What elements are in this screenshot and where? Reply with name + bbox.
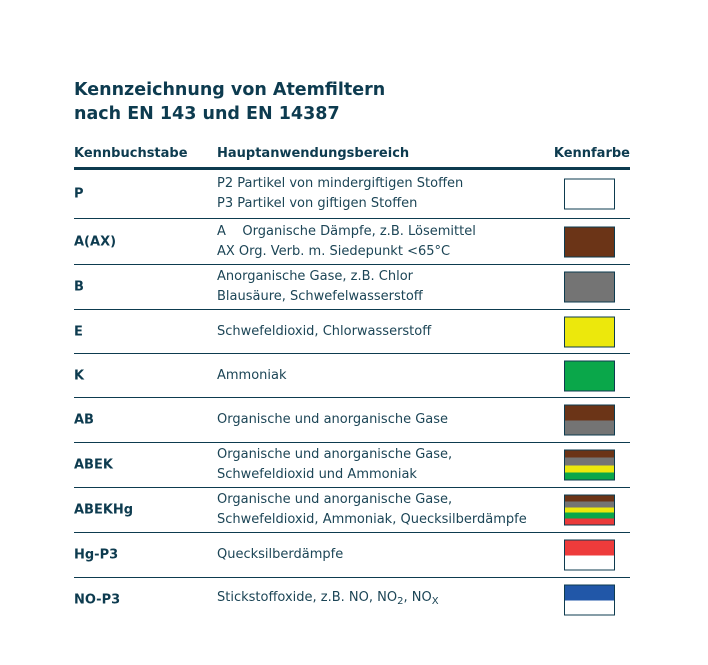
table-row [74,310,630,354]
desc-text: , NO [403,590,432,605]
desc-line: Anorganische Gase, z.B. Chlor [217,269,414,284]
color-swatch [564,495,615,526]
color-band [565,273,614,302]
row-code: P [74,186,84,202]
row-code: A(AX) [74,234,117,249]
row-code: AB [74,412,94,428]
desc-subscript: 2 [397,596,404,607]
title-line-2: nach EN 143 und EN 14387 [74,104,340,124]
table-row [74,354,630,398]
color-swatch [564,226,615,257]
row-description [217,545,343,565]
color-swatch [564,450,615,481]
color-band [565,586,614,601]
desc-line: Organische und anorganische Gase, [217,492,453,507]
row-code: E [74,324,83,339]
desc-line: A Organische Dämpfe, z.B. Lösemittel [217,223,476,239]
desc-line: Blausäure, Schwefelwasserstoff [217,289,423,304]
row-code: K [74,368,85,383]
header-color: Kennfarbe [553,146,630,161]
desc-line: Schwefeldioxid, Ammoniak, Quecksilberdämpfe [217,512,527,527]
desc-line: AX Org. Verb. m. Siedepunkt <65°C [217,243,451,259]
desc-line [217,588,439,612]
desc-line: Schwefeldioxid, Chlorwasserstoff [217,323,432,339]
color-swatch [564,540,615,571]
color-band [565,519,614,525]
color-swatch [564,360,615,391]
desc-line: Quecksilberdämpfe [217,547,344,562]
color-swatch [564,585,615,616]
color-swatch [564,179,615,210]
desc-text: Stickstoffoxide, z.B. NO, NO [217,590,398,605]
color-band [565,541,614,556]
color-band [565,600,614,615]
row-code: ABEK [74,457,113,473]
row-description [217,322,431,342]
desc-line: P3 Partikel von giftigen Stoffen [217,196,418,211]
color-swatch [564,405,615,436]
table-row [74,443,630,488]
row-description [217,174,463,214]
row-description [217,366,287,386]
header-code: Kennbuchstabe [74,146,188,161]
color-band [565,180,614,209]
row-code: B [74,279,84,295]
table-row [74,578,630,622]
color-band [565,361,614,390]
desc-line: Organische und anorganische Gase, [217,447,453,462]
header-use: Hauptanwendungsbereich [217,146,410,161]
table-row [74,219,630,265]
color-band [565,420,614,435]
table-title [74,78,385,126]
desc-subscript: X [431,596,439,607]
table-row [74,488,630,533]
color-band [565,458,614,465]
row-code: Hg-P3 [74,547,119,563]
row-description [217,222,476,262]
row-description [217,267,423,307]
row-description [217,490,527,530]
row-description [217,445,452,485]
desc-line: Ammoniak [217,367,287,383]
desc-line: Schwefeldioxid und Ammoniak [217,467,417,482]
color-band [565,227,614,256]
row-description [217,588,439,612]
color-band [565,472,614,479]
color-band [565,406,614,421]
table-row [74,533,630,578]
table-row [74,265,630,310]
row-description [217,410,448,430]
color-swatch [564,272,615,303]
table-header [74,146,630,166]
row-code: ABEKHg [74,502,134,518]
desc-line: Organische und anorganische Gase [217,412,449,427]
color-band [565,465,614,472]
table-row [74,170,630,219]
color-swatch [564,316,615,347]
color-band [565,317,614,346]
color-band [565,451,614,458]
row-code: NO-P3 [74,592,121,608]
desc-line: P2 Partikel von mindergiftigen Stoffen [217,176,464,191]
table-row [74,398,630,443]
title-line-1: Kennzeichnung von Atemfiltern [74,80,386,100]
color-band [565,555,614,570]
